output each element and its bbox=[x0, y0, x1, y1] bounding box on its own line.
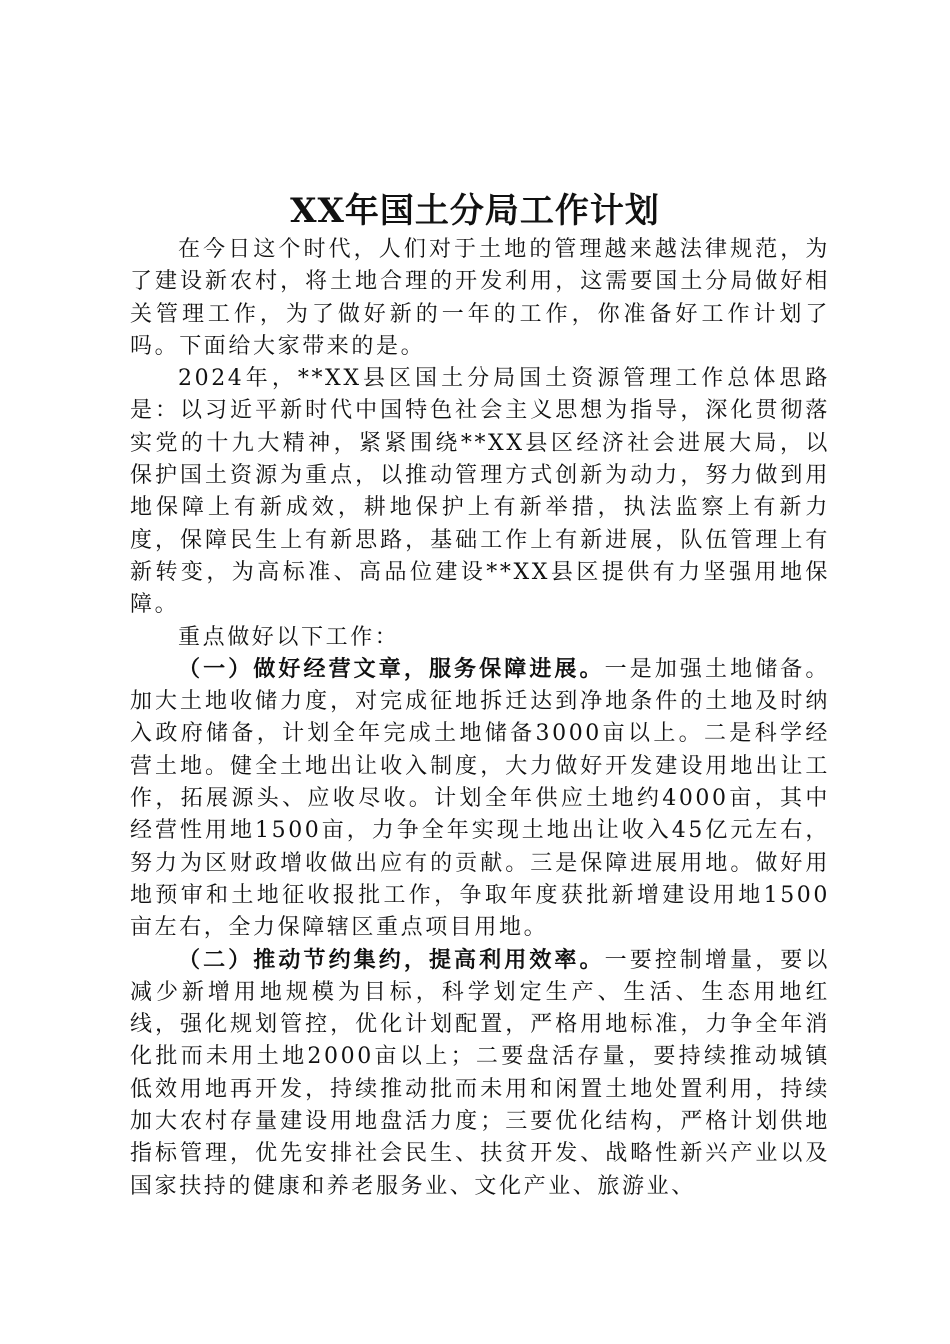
overview-paragraph: 2024年，**XX县区国土分局国土资源管理工作总体思路是：以习近平新时代中国特色社会主义思想为指导，深化贯彻落实党的十九大精神，紧紧围绕**XX县区经济社会进展大局，以保护国土资源为重点，以推动管理方式创新为动力，努力做到用地保障上有新成效，耕地保护上有新举措，执法监察上有新力度，保障民生上有新思路，基础工作上有新进展，队伍管理上有新转变，为高标准、高品位建设**XX县区提供有力坚强用地保障。 bbox=[130, 366, 830, 618]
intro-paragraph: 在今日这个时代，人们对于土地的管理越来越法律规范，为了建设新农村，将土地合理的开发利用，这需要国土分局做好相关管理工作，为了做好新的一年的工作，你准备好工作计划了吗。下面给大家带来的是。 bbox=[130, 237, 830, 359]
tasks-intro-paragraph: 重点做好以下工作： bbox=[178, 624, 400, 650]
section-1-heading: （一）做好经营文章，服务保障进展。 bbox=[178, 656, 605, 682]
section-1-text: 一是加强土地储备。加大土地收储力度，对完成征地拆迁达到净地条件的土地及时纳入政府储备，计划全年完成土地储备3000亩以上。二是科学经营土地。健全土地出让收入制度，大力做好开发建设用地出让工作，拓展源头、应收尽收。计划全年供应土地约4000亩，其中经营性用地1500亩，力争全年实现土地出让收入45亿元左右，努力为区财政增收做出应有的贡献。三是保障进展用地。做好用地预审和土地征收报批工作，争取年度获批新增建设用地1500亩左右，全力保障辖区重点项目用地。 bbox=[130, 656, 831, 941]
section-2-text: 一要控制增量，要以减少新增用地规模为目标，科学划定生产、生活、生态用地红线，强化规划管控，优化计划配置，严格用地标准，力争全年消化批而未用土地2000亩以上；二要盘活存量，要持续推动城镇低效用地再开发，持续推动批而未用和闲置土地处置利用，持续加大农村存量建设用地盘活力度；三要优化结构，严格计划供地指标管理，优先安排社会民生、扶贫开发、战略性新兴产业以及国家扶持的健康和养老服务业、文化产业、旅游业、 bbox=[130, 947, 831, 1199]
section-2-heading: （二）推动节约集约，提高利用效率。 bbox=[178, 947, 605, 973]
section-2-paragraph bbox=[130, 945, 830, 1203]
document-body bbox=[130, 234, 830, 1203]
document-title: XX年国土分局工作计划 bbox=[290, 191, 660, 231]
section-1-paragraph bbox=[130, 654, 830, 945]
